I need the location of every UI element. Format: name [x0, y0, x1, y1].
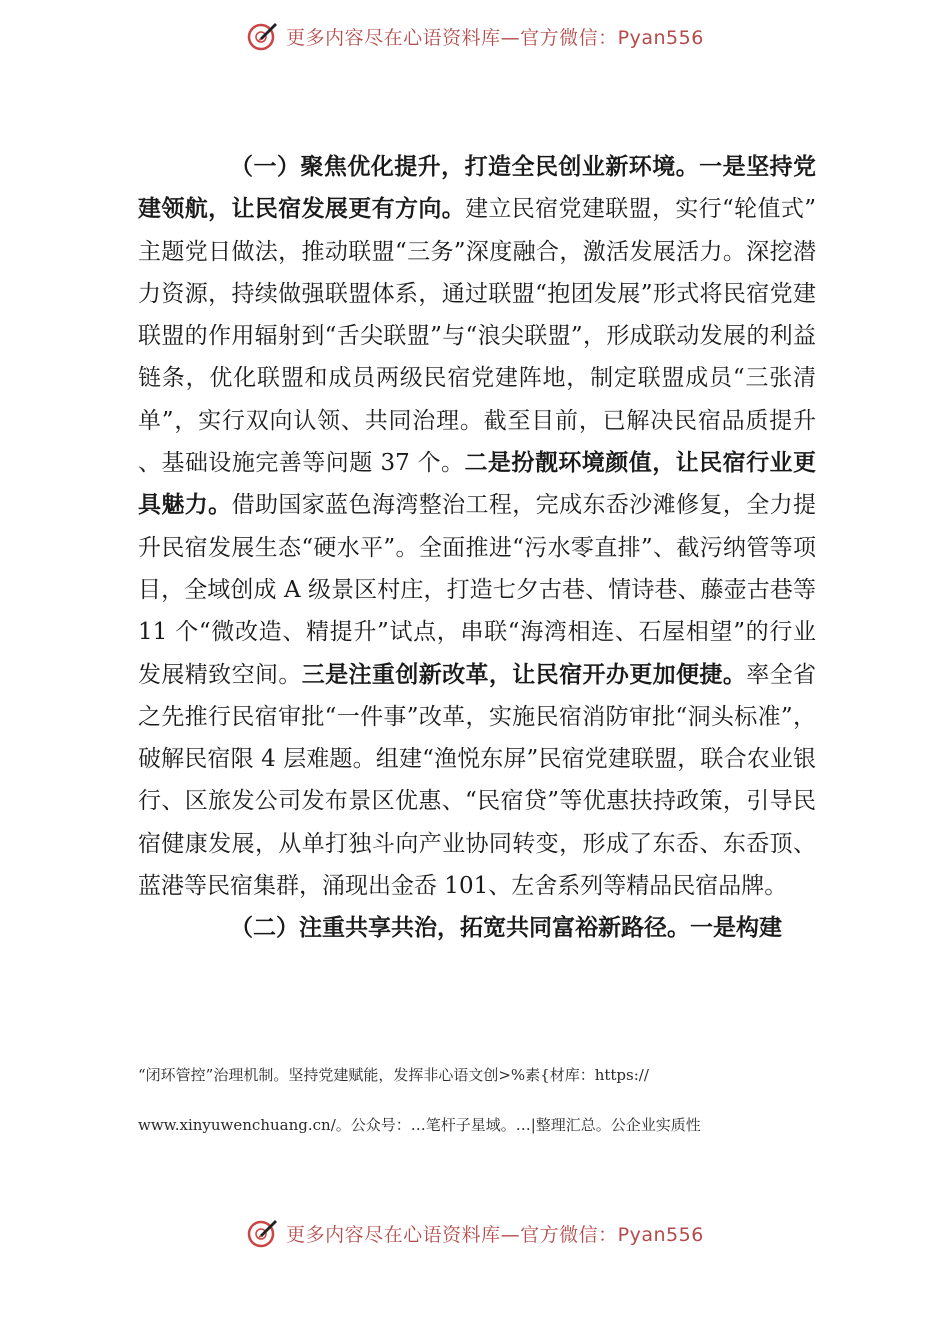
watermark-text: 更多内容尽在心语资料库—官方微信：Pyan556 [286, 26, 704, 49]
paragraph-text: 建立民宿党建联盟，实行“轮值式”主题党日做法，推动联盟“三务”深度融合，激活发展活力。深挖潜力资源，持续做强联盟体系，通过联盟“抱团发展”形式将民宿党建联盟的作用辐射到“舌尖联盟”与“浪尖联盟”，形成联动发展的利益链条，优化联盟和成员两级民宿党建阵地，制定联盟成员“三张清单”，实行双向认领、共同治理。截至目前，已解决民宿品质提升、基础设施完善等问题 37 个。 [138, 196, 816, 477]
paragraph-2 [138, 907, 816, 949]
subheading-3: 三是注重创新改革，让民宿开办更加便捷。 [301, 661, 747, 688]
paragraph-text: 借助国家蓝色海湾整治工程，完成东岙沙滩修复，全力提升民宿发展生态“硬水平”。全面推进“污水零直排”、截污纳管等项目，全域创成 A 级景区村庄，打造七夕古巷、情诗巷、藤壶古巷等 11 个“微改造、精提升”试点，串联“海湾相连、石屋相望”的行业发展精致空间。 [138, 492, 817, 688]
paragraph-1 [138, 146, 816, 907]
pen-logo-icon [246, 19, 280, 53]
header-watermark [0, 16, 950, 56]
pen-logo-icon [246, 1216, 280, 1250]
footnote-line-2: www.xinyuwenchuang.cn/。公众号：…笔杆子星域。…|整理汇总。公企业实质性 [138, 1116, 701, 1134]
footnote [138, 1062, 816, 1138]
subheading-2: 二是扮靓环境颜值，让民宿行业更具魅力。 [138, 450, 817, 519]
paragraph-text: 率全省之先推行民宿审批“一件事”改革，实施民宿消防审批“洞头标准”，破解民宿限 4 层难题。组建“渔悦东屏”民宿党建联盟，联合农业银行、区旅发公司发布景区优惠、“民宿贷”等优惠扶持政策，引导民宿健康发展，从单打独斗向产业协同转变，形成了东岙、东岙顶、蓝港等民宿集群，涌现出金岙 101、左舍系列等精品民宿品牌。 [138, 661, 817, 900]
footnote-line-1: “闭环管控”治理机制。坚持党建赋能，发挥非心语文创>%素{材库：https:// [138, 1066, 649, 1084]
section-heading-2: （二）注重共享共治，拓宽共同富裕新路径。一是构建 [230, 915, 782, 942]
watermark-text: 更多内容尽在心语资料库—官方微信：Pyan556 [286, 1223, 704, 1246]
section-heading-1: （一）聚焦优化提升，打造全民创业新环境。一是坚持党建领航，让民宿发展更有方向。 [138, 154, 816, 223]
document-body [138, 146, 816, 950]
footer-watermark [0, 1213, 950, 1253]
